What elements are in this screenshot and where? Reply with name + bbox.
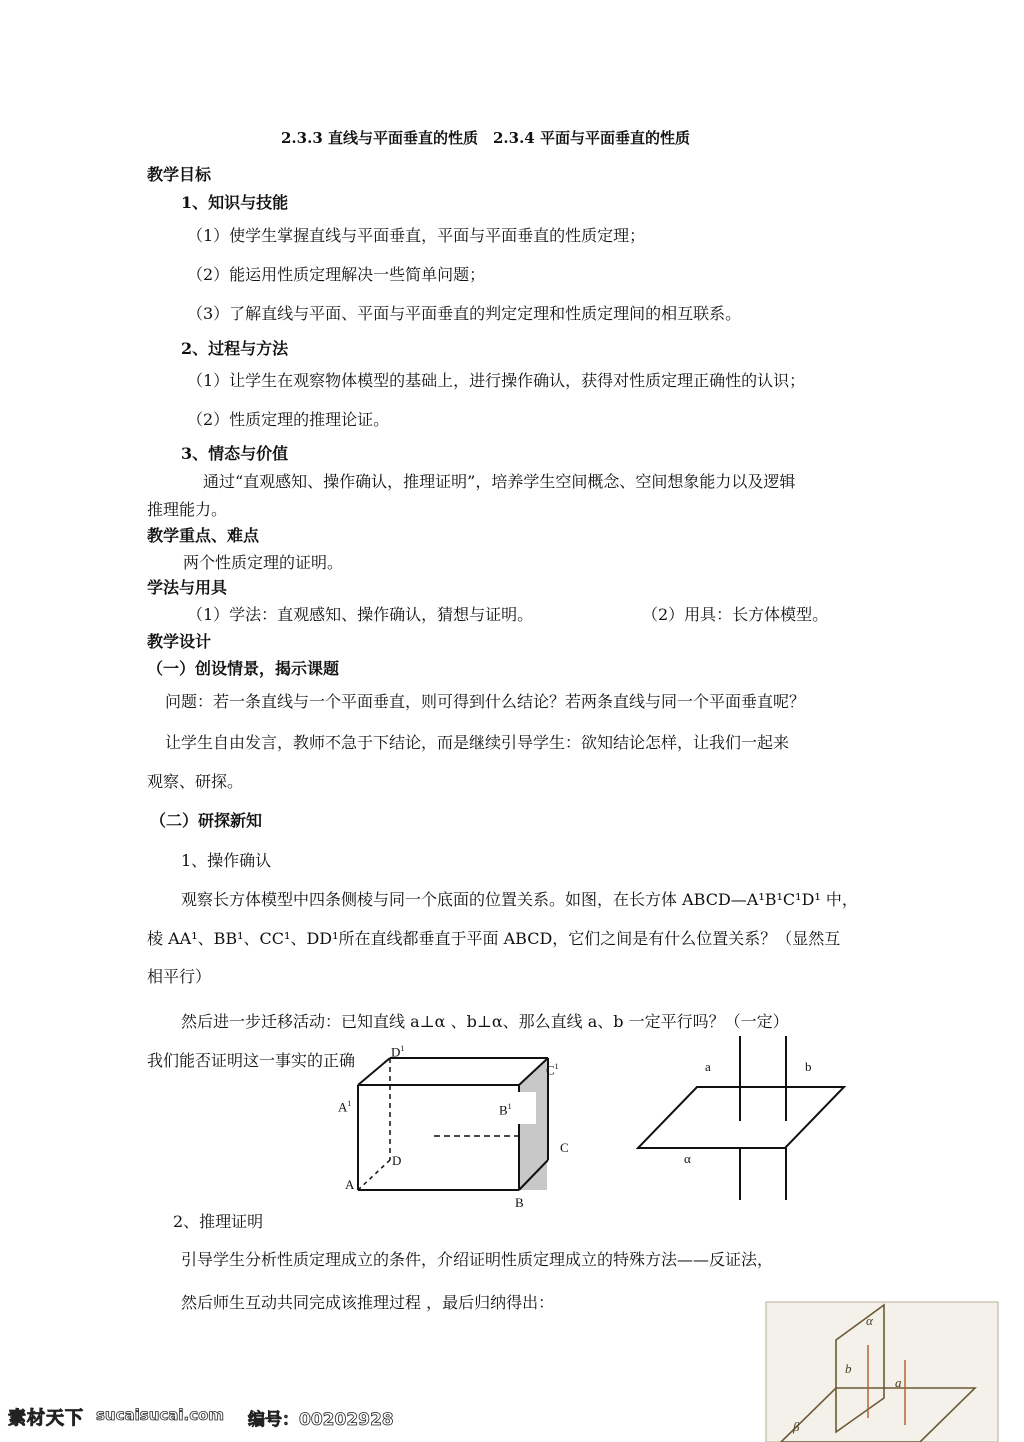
parallel-lines-figure [638,1036,844,1200]
paragraph: 观察、研探。 [147,772,244,791]
label-d: D [392,1153,402,1168]
paragraph: 引导学生分析性质定理成立的条件，介绍证明性质定理成立的特殊方法——反证法， [181,1250,774,1269]
edge-a1d1 [358,1058,390,1085]
section-heading-key-points: 教学重点、难点 [147,526,260,545]
label-c: C [560,1140,569,1155]
label-line-b: b [805,1059,812,1074]
subheading-explore: （二）研探新知 [150,811,263,830]
watermark-url: sucaisucai.com [96,1406,225,1424]
subheading-knowledge: 1、知识与技能 [181,193,289,212]
subheading-process: 2、过程与方法 [181,339,289,358]
page-title: 2.3.3 直线与平面垂直的性质 2.3.4 平面与平面垂直的性质 [281,129,690,147]
cuboid-blank-patch [514,1092,536,1124]
paragraph: 棱 AA¹、BB¹、CC¹、DD¹所在直线都垂直于平面 ABCD，它们之间是有什么位置关系？（显然互 [147,929,841,948]
label-d1: $D^1$ [391,1044,405,1060]
paragraph: 问题：若一条直线与一个平面垂直，则可得到什么结论？若两条直线与同一个平面垂直呢？ [165,692,806,711]
watermark-id: 编号：00202928 [248,1410,394,1430]
paragraph: 相平行） [147,967,212,986]
label-line-b: b [845,1361,852,1376]
paragraph: （2）能运用性质定理解决一些简单问题； [187,265,486,284]
edge-ad-hidden [358,1160,390,1190]
subheading-operate: 1、操作确认 [181,851,272,870]
label-line-a: a [705,1059,711,1074]
paragraph: （3）了解直线与平面、平面与平面垂直的判定定理和性质定理间的相互联系。 [187,304,742,323]
label-alpha: α [684,1151,691,1166]
paragraph: 我们能否证明这一事实的正确 [147,1051,356,1070]
subheading-proof: 2、推理证明 [173,1212,264,1231]
paragraph: （1）让学生在观察物体模型的基础上，进行操作确认，获得对性质定理正确性的认识； [187,371,806,390]
paragraph: 让学生自由发言，教师不急于下结论，而是继续引导学生：欲知结论怎样，让我们一起来 [165,733,790,752]
paragraph: 推理能力。 [147,500,228,519]
watermark-site: 素材天下 [8,1408,84,1429]
paragraph: 然后进一步迁移活动：已知直线 a⊥α 、b⊥α、那么直线 a、b 一定平行吗？（一定） [181,1012,789,1031]
section-heading-goals: 教学目标 [147,165,212,184]
label-a1: $A^1$ [338,1099,352,1115]
label-b1: $B^1$ [499,1102,512,1118]
perpendicular-planes-figure [766,1302,998,1442]
paragraph: 两个性质定理的证明。 [183,553,344,572]
subheading-values: 3、情态与价值 [181,444,289,463]
paragraph: （2）用具：长方体模型。 [642,605,829,624]
paragraph: （1）使学生掌握直线与平面垂直，平面与平面垂直的性质定理； [187,226,646,245]
label-plane-alpha: α [866,1313,873,1328]
paragraph: 然后师生互动共同完成该推理过程 ，最后归纳得出： [181,1293,555,1312]
section-heading-design: 教学设计 [147,632,212,651]
subheading-scenario: （一）创设情景，揭示课题 [147,659,340,678]
paragraph: 通过“直观感知、操作确认，推理证明”，培养学生空间概念、空间想象能力以及逻辑 [203,472,796,491]
label-b: B [515,1195,524,1210]
label-plane-beta: β [793,1419,800,1434]
figure-frame [766,1302,998,1442]
label-c1: $C^1$ [546,1062,559,1078]
paragraph: （1）学法：直观感知、操作确认，猜想与证明。 [187,605,534,624]
paragraph: 观察长方体模型中四条侧棱与同一个底面的位置关系。如图，在长方体 ABCD—A¹B¹C¹D¹ 中， [181,890,858,909]
label-a: A [345,1177,355,1192]
paragraph: （2）性质定理的推理论证。 [187,410,390,429]
label-line-a: a [895,1375,902,1390]
section-heading-methods: 学法与用具 [147,578,228,597]
